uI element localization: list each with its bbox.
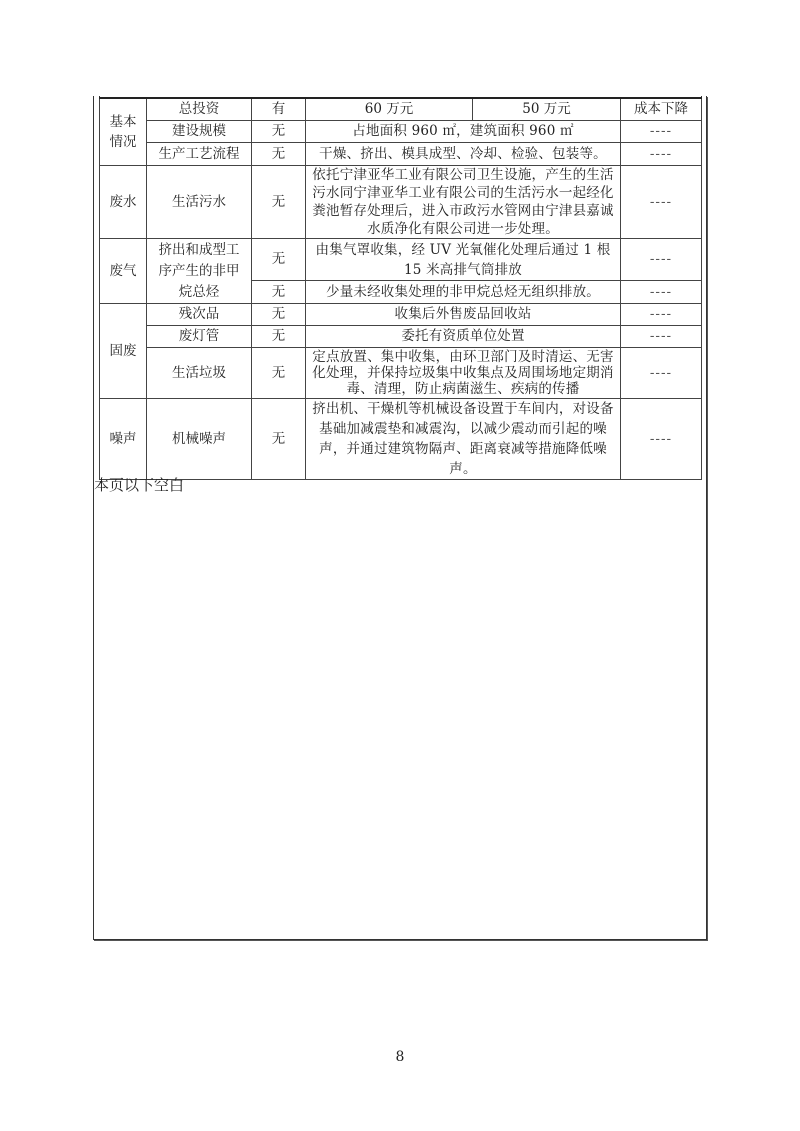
change-flag: 无 — [252, 121, 306, 143]
item-label: 残次品 — [147, 304, 252, 326]
change-flag: 无 — [252, 166, 306, 239]
category-basic: 基本情况 — [100, 98, 147, 166]
description: 少量未经收集处理的非甲烷总烃无组织排放。 — [306, 281, 621, 304]
item-label: 生产工艺流程 — [147, 143, 252, 166]
table-row-construction-scale — [100, 121, 702, 143]
category-solid-waste: 固废 — [100, 304, 147, 399]
blank-below-note: 本页以下空白 — [94, 476, 185, 494]
change-flag: 无 — [252, 143, 306, 166]
item-label: 机械噪声 — [147, 399, 252, 480]
description: 委托有资质单位处置 — [306, 326, 621, 348]
change-flag: 无 — [252, 281, 306, 304]
change-comparison-table — [99, 97, 702, 480]
item-label: 废灯管 — [147, 326, 252, 348]
table-row-total-investment — [100, 98, 702, 121]
table-row-mechanical-noise — [100, 399, 702, 480]
note: ---- — [621, 399, 702, 480]
description: 挤出机、干燥机等机械设备设置于车间内，对设备基础加减震垫和减震沟，以减少震动而引起的噪声，并通过建筑物隔声、距离衰减等措施降低噪声。 — [306, 399, 621, 480]
change-flag: 无 — [252, 348, 306, 399]
item-label: 建设规模 — [147, 121, 252, 143]
description: 依托宁津亚华工业有限公司卫生设施，产生的生活污水同宁津亚华工业有限公司的生活污水一起经化粪池暂存处理后，进入市政污水管网由宁津县嘉诚水质净化有限公司进一步处理。 — [306, 166, 621, 239]
note: ---- — [621, 326, 702, 348]
description: 定点放置、集中收集，由环卫部门及时清运、无害化处理，并保持垃圾集中收集点及周围场地定期消毒、清理，防止病菌滋生、疾病的传播 — [306, 348, 621, 399]
note: ---- — [621, 304, 702, 326]
page-number: 8 — [395, 1049, 405, 1065]
change-flag: 无 — [252, 239, 306, 281]
note: ---- — [621, 281, 702, 304]
table-row-defective-products — [100, 304, 702, 326]
note: ---- — [621, 239, 702, 281]
table-row-process-flow — [100, 143, 702, 166]
table-row-waste-lamps — [100, 326, 702, 348]
note: ---- — [621, 121, 702, 143]
note: 成本下降 — [621, 98, 702, 121]
category-exhaust: 废气 — [100, 239, 147, 304]
change-flag: 无 — [252, 326, 306, 348]
change-flag: 无 — [252, 399, 306, 480]
item-label: 挤出和成型工序产生的非甲烷总烃 — [147, 239, 252, 304]
category-noise: 噪声 — [100, 399, 147, 480]
note: ---- — [621, 166, 702, 239]
table-row-domestic-garbage — [100, 348, 702, 399]
table-row-domestic-sewage — [100, 166, 702, 239]
item-label: 生活垃圾 — [147, 348, 252, 399]
item-label: 总投资 — [147, 98, 252, 121]
note: ---- — [621, 143, 702, 166]
change-flag: 有 — [252, 98, 306, 121]
item-label: 生活污水 — [147, 166, 252, 239]
value-after: 50 万元 — [473, 98, 621, 121]
description: 由集气罩收集，经 UV 光氧催化处理后通过 1 根 15 米高排气筒排放 — [306, 239, 621, 281]
value-before: 60 万元 — [306, 98, 473, 121]
category-wastewater: 废水 — [100, 166, 147, 239]
table-row-exhaust-collected — [100, 239, 702, 281]
description: 占地面积 960 ㎡，建筑面积 960 ㎡ — [306, 121, 621, 143]
description: 收集后外售废品回收站 — [306, 304, 621, 326]
description: 干燥、挤出、模具成型、冷却、检验、包装等。 — [306, 143, 621, 166]
note: ---- — [621, 348, 702, 399]
change-flag: 无 — [252, 304, 306, 326]
